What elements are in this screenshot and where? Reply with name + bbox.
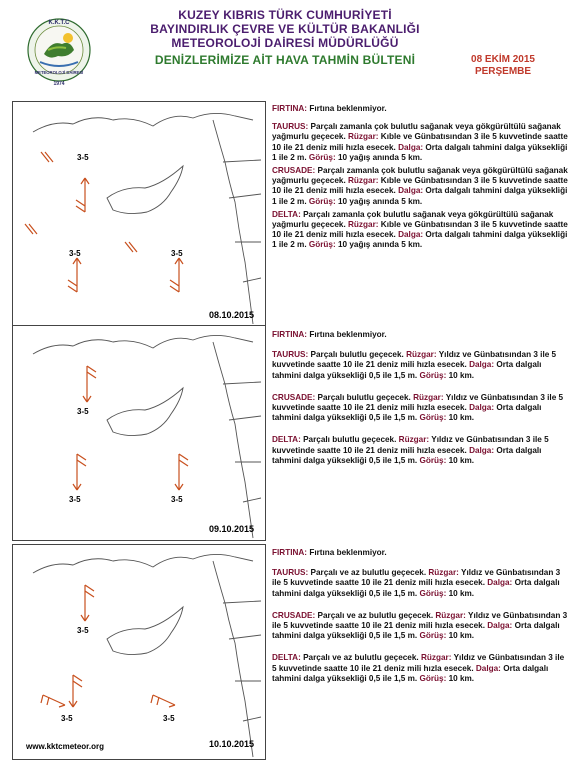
firtina-line xyxy=(272,104,570,114)
crusade-paragraph xyxy=(272,393,570,424)
firtina-label: FIRTINA: xyxy=(272,330,308,339)
logo-bottom-text: METEOROLOJİ DAİRESİ xyxy=(34,70,84,75)
crusade-visibility-label: Görüş: xyxy=(308,196,336,206)
forecast-text-day-3 xyxy=(272,548,570,692)
delta-sky: Parçalı bulutlu geçecek. xyxy=(303,435,397,445)
delta-wave: Orta dalgalı tahmini dalga yüksekliği 1 ile 2 m. xyxy=(272,230,568,250)
taurus-visibility: 10 km. xyxy=(448,588,475,598)
taurus-paragraph xyxy=(272,350,570,381)
logo-top-text: K.K.T.C xyxy=(48,20,70,26)
crusade-wave: Orta dalgalı tahmini dalga yüksekliği 1 ile 2 m. xyxy=(272,186,568,206)
map2-date: 09.10.2015 xyxy=(209,524,255,534)
taurus-sky: Parçalı zamanla çok bulutlu sağanak veya gökgürültülü sağanak yağmurlu geçecek. xyxy=(272,122,561,142)
firtina-text: Fırtına beklenmiyor. xyxy=(309,104,387,113)
taurus-label: TAURUS: xyxy=(272,568,309,578)
delta-visibility-label: Görüş: xyxy=(419,455,447,465)
forecast-map-day-3 xyxy=(12,544,266,760)
crusade-wave: Orta dalgalı tahmini dalga yüksekliği 0,5 ile 1,5 m. xyxy=(272,403,542,423)
taurus-wind-label: Rüzgar: xyxy=(428,568,459,578)
delta-wave: Orta dalgalı tahmini dalga yüksekliği 0,5 ile 1,5 m. xyxy=(272,663,549,683)
delta-visibility-label: Görüş: xyxy=(419,673,447,683)
taurus-visibility-label: Görüş: xyxy=(419,588,447,598)
map2-wind-label-3: 3-5 xyxy=(171,495,183,504)
crusade-wave-label: Dalga: xyxy=(469,403,495,413)
delta-wave-label: Dalga: xyxy=(475,663,501,673)
taurus-wind: Yıldız ve Günbatısından 3 ile 5 kuvvetinde saatte 10 ile 21 deniz mili hızla esecek. xyxy=(272,350,557,370)
map1-wind-label-3: 3-5 xyxy=(171,249,183,258)
delta-wind-label: Rüzgar: xyxy=(420,653,452,663)
delta-visibility: 10 yağış anında 5 km. xyxy=(338,240,423,250)
firtina-text: Fırtına beklenmiyor. xyxy=(309,548,387,557)
meteorology-logo xyxy=(24,10,94,90)
crusade-wind: Yıldız ve Günbatısından 3 ile 5 kuvvetinde saatte 10 ile 21 deniz mili hızla esecek. xyxy=(272,392,564,413)
delta-wind: Yıldız ve Günbatısından 3 ile 5 kuvvetinde saatte 10 ile 21 deniz mili hızla esecek. xyxy=(272,435,549,455)
title-line-3: METEOROLOJİ DAİRESİ MÜDÜRLÜĞÜ xyxy=(171,36,399,50)
delta-label: DELTA: xyxy=(272,653,301,663)
taurus-wind-label: Rüzgar: xyxy=(348,132,379,142)
crusade-wave: Orta dalgalı tahmini dalga yüksekliği 0,5 ile 1,5 m. xyxy=(272,621,560,641)
title-line-2: BAYINDIRLIK ÇEVRE VE KÜLTÜR BAKANLIĞI xyxy=(150,22,420,36)
taurus-wave: Orta dalgalı tahmini dalga yüksekliği 1 ile 2 m. xyxy=(272,142,568,162)
delta-wind-label: Rüzgar: xyxy=(398,435,430,445)
crusade-sky: Parçalı zamanla çok bulutlu sağanak veya gökgürültülü sağanak yağmurlu geçecek. xyxy=(272,166,568,186)
title-line-1: KUZEY KIBRIS TÜRK CUMHURİYETİ xyxy=(178,8,392,22)
map3-wind-label-2: 3-5 xyxy=(61,714,73,723)
taurus-visibility: 10 km. xyxy=(448,370,475,380)
delta-paragraph xyxy=(272,210,570,251)
delta-visibility-label: Görüş: xyxy=(308,240,336,250)
delta-wind: Yıldız ve Günbatısından 3 ile 5 kuvvetinde saatte 10 ile 21 deniz mili hızla esecek. xyxy=(272,653,565,673)
crusade-paragraph xyxy=(272,611,570,642)
taurus-wind: Yıldız ve Günbatısından 3 ile 5 kuvvetinde saatte 10 ile 21 deniz mili hızla esecek. xyxy=(272,568,561,588)
crusade-visibility: 10 km. xyxy=(448,631,475,641)
delta-sky: Parçalı zamanla çok bulutlu sağanak veya gökgürültülü sağanak yağmurlu geçecek. xyxy=(272,209,554,230)
firtina-label: FIRTINA: xyxy=(272,548,308,557)
firtina-label: FIRTINA: xyxy=(272,104,308,113)
taurus-paragraph xyxy=(272,568,570,599)
taurus-visibility: 10 yağış anında 5 km. xyxy=(338,152,423,162)
delta-wind: Kıble ve Günbatısından 3 ile 5 kuvvetinde saatte 10 ile 21 deniz mili hızla esecek. xyxy=(272,220,568,240)
bulletin-header xyxy=(0,0,576,96)
taurus-paragraph xyxy=(272,122,570,163)
crusade-label: CRUSADE: xyxy=(272,610,316,620)
taurus-wind: Kıble ve Günbatısından 3 ile 5 kuvvetinde saatte 10 ile 21 deniz mili hızla esecek. xyxy=(272,132,568,152)
crusade-wave-label: Dalga: xyxy=(487,621,513,631)
title-block xyxy=(120,8,450,67)
map1-wind-label-2: 3-5 xyxy=(69,249,81,258)
crusade-wind-label: Rüzgar: xyxy=(413,392,444,402)
firtina-line xyxy=(272,548,570,558)
forecast-text-day-2 xyxy=(272,330,570,474)
map3-wind-label-3: 3-5 xyxy=(163,714,175,723)
taurus-visibility-label: Görüş: xyxy=(419,370,447,380)
map2-wind-label-1: 3-5 xyxy=(77,407,89,416)
taurus-wave: Orta dalgalı tahmini dalga yüksekliği 0,5 ile 1,5 m. xyxy=(272,578,560,598)
taurus-sky: Parçalı ve az bulutlu geçecek. xyxy=(310,568,427,578)
delta-wave-label: Dalga: xyxy=(469,445,495,455)
crusade-visibility: 10 yağış anında 5 km. xyxy=(338,196,423,206)
delta-label: DELTA: xyxy=(272,435,301,445)
delta-sky: Parçalı ve az bulutlu geçecek. xyxy=(303,653,419,663)
map1-date: 08.10.2015 xyxy=(209,310,255,320)
map1-wind-label-1: 3-5 xyxy=(77,153,89,162)
crusade-wind: Yıldız ve Günbatısından 3 ile 5 kuvvetinde saatte 10 ile 21 deniz mili hızla esecek. xyxy=(272,610,568,631)
crusade-label: CRUSADE: xyxy=(272,392,316,402)
delta-label: DELTA: xyxy=(272,209,301,219)
delta-wave: Orta dalgalı tahmini dalga yüksekliği 0,5 ile 1,5 m. xyxy=(272,445,542,465)
taurus-label: TAURUS: xyxy=(272,122,309,132)
map3-date: 10.10.2015 xyxy=(209,739,255,749)
issue-date xyxy=(448,54,558,78)
delta-visibility: 10 km. xyxy=(448,455,475,465)
taurus-wave-label: Dalga: xyxy=(487,578,513,588)
taurus-wind-label: Rüzgar: xyxy=(406,350,437,360)
taurus-wave: Orta dalgalı tahmini dalga yüksekliği 0,5 ile 1,5 m. xyxy=(272,360,542,380)
crusade-wind-label: Rüzgar: xyxy=(435,610,466,620)
logo-year-text: 1974 xyxy=(53,81,65,87)
firtina-line xyxy=(272,330,570,340)
crusade-paragraph xyxy=(272,166,570,207)
crusade-sky: Parçalı ve az bulutlu geçecek. xyxy=(317,610,434,620)
crusade-visibility-label: Görüş: xyxy=(419,413,447,423)
forecast-text-day-1 xyxy=(272,104,570,259)
delta-paragraph xyxy=(272,653,570,684)
crusade-label: CRUSADE: xyxy=(272,166,316,176)
issue-date-text: 08 EKİM 2015 xyxy=(471,54,535,65)
crusade-visibility-label: Görüş: xyxy=(419,631,447,641)
delta-visibility: 10 km. xyxy=(448,673,475,683)
website-link[interactable]: www.kktcmeteor.org xyxy=(26,742,104,751)
map3-wind-label-1: 3-5 xyxy=(77,626,89,635)
taurus-visibility-label: Görüş: xyxy=(308,152,336,162)
taurus-wave-label: Dalga: xyxy=(398,142,424,152)
crusade-sky: Parçalı bulutlu geçecek. xyxy=(317,392,411,402)
crusade-wind: Kıble ve Günbatısından 3 ile 5 kuvvetinde saatte 10 ile 21 deniz mili hızla esecek. xyxy=(272,176,568,196)
crusade-wave-label: Dalga: xyxy=(398,186,424,196)
taurus-wave-label: Dalga: xyxy=(469,360,495,370)
issue-weekday: PERŞEMBE xyxy=(474,66,532,77)
crusade-visibility: 10 km. xyxy=(448,413,475,423)
forecast-map-day-2 xyxy=(12,325,266,541)
map2-wind-label-2: 3-5 xyxy=(69,495,81,504)
delta-wave-label: Dalga: xyxy=(398,230,424,240)
taurus-label: TAURUS: xyxy=(272,350,309,360)
taurus-sky: Parçalı bulutlu geçecek. xyxy=(310,350,404,360)
bulletin-title: DENİZLERİMİZE AİT HAVA TAHMİN BÜLTENİ xyxy=(154,53,416,67)
firtina-text: Fırtına beklenmiyor. xyxy=(309,330,387,339)
delta-paragraph xyxy=(272,435,570,466)
forecast-map-day-1 xyxy=(12,101,266,327)
crusade-wind-label: Rüzgar: xyxy=(348,176,379,186)
delta-wind-label: Rüzgar: xyxy=(348,220,379,230)
